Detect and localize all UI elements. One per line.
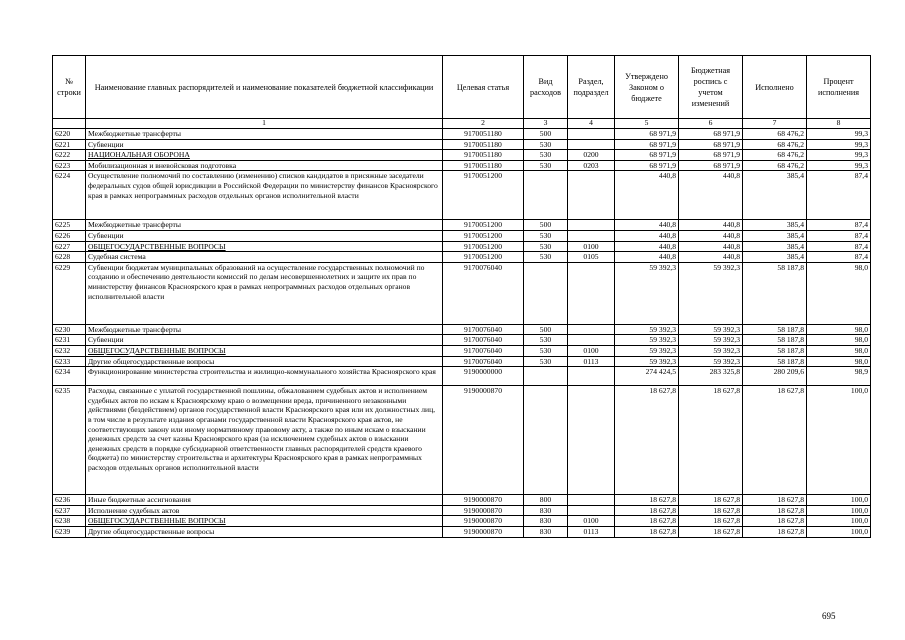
table-row <box>53 252 871 263</box>
row-approved-cell: 18 627,8 <box>615 386 679 495</box>
row-section-cell <box>568 386 615 495</box>
row-type-cell: 530 <box>524 252 568 263</box>
row-percent-cell: 99,3 <box>807 160 871 171</box>
row-number-cell: 6225 <box>53 220 86 231</box>
row-target-cell: 9170051200 <box>443 252 524 263</box>
row-number-cell: 6224 <box>53 171 86 220</box>
row-executed-cell: 385,4 <box>743 241 807 252</box>
row-name-cell: Другие общегосударственные вопросы <box>86 526 443 537</box>
row-approved-cell: 18 627,8 <box>615 526 679 537</box>
row-executed-cell: 18 627,8 <box>743 495 807 506</box>
row-painting-cell: 440,8 <box>679 241 743 252</box>
row-number-cell: 6221 <box>53 139 86 150</box>
table-row <box>53 526 871 537</box>
row-executed-cell: 385,4 <box>743 171 807 220</box>
row-approved-cell: 440,8 <box>615 230 679 241</box>
row-approved-cell: 68 971,9 <box>615 139 679 150</box>
row-type-cell: 530 <box>524 241 568 252</box>
row-approved-cell: 440,8 <box>615 252 679 263</box>
row-section-cell <box>568 324 615 335</box>
row-target-cell: 9170051180 <box>443 160 524 171</box>
row-target-cell: 9170076040 <box>443 356 524 367</box>
row-number-cell: 6232 <box>53 345 86 356</box>
table-row <box>53 386 871 495</box>
row-executed-cell: 68 476,2 <box>743 139 807 150</box>
row-painting-cell: 440,8 <box>679 171 743 220</box>
row-number-cell: 6222 <box>53 150 86 161</box>
row-section-cell <box>568 495 615 506</box>
row-name-cell: ОБЩЕГОСУДАРСТВЕННЫЕ ВОПРОСЫ <box>86 241 443 252</box>
header-name: Наименование главных распорядителей и наименование показателей бюджетной классификации <box>86 56 443 119</box>
table-row <box>53 335 871 346</box>
row-number-cell: 6226 <box>53 230 86 241</box>
table-row <box>53 324 871 335</box>
row-section-cell: 0200 <box>568 150 615 161</box>
row-number-cell: 6238 <box>53 516 86 527</box>
row-number-cell: 6235 <box>53 386 86 495</box>
row-type-cell: 530 <box>524 160 568 171</box>
row-section-cell: 0105 <box>568 252 615 263</box>
row-approved-cell: 440,8 <box>615 171 679 220</box>
row-painting-cell: 68 971,9 <box>679 150 743 161</box>
col-number: 7 <box>743 119 807 129</box>
row-painting-cell: 440,8 <box>679 230 743 241</box>
row-approved-cell: 274 424,5 <box>615 367 679 386</box>
row-approved-cell: 440,8 <box>615 241 679 252</box>
row-painting-cell: 68 971,9 <box>679 129 743 140</box>
row-name-cell: Исполнение судебных актов <box>86 505 443 516</box>
row-target-cell: 9190000870 <box>443 516 524 527</box>
row-target-cell: 9170076040 <box>443 345 524 356</box>
page-number: 695 <box>822 611 836 621</box>
row-type-cell: 530 <box>524 230 568 241</box>
row-section-cell <box>568 230 615 241</box>
table-row <box>53 367 871 386</box>
row-target-cell: 9170076040 <box>443 324 524 335</box>
row-target-cell: 9190000000 <box>443 367 524 386</box>
row-name-cell: Субвенции <box>86 230 443 241</box>
row-percent-cell: 99,3 <box>807 150 871 161</box>
row-painting-cell: 68 971,9 <box>679 139 743 150</box>
row-type-cell <box>524 171 568 220</box>
row-executed-cell: 58 187,8 <box>743 262 807 324</box>
row-percent-cell: 98,0 <box>807 324 871 335</box>
row-target-cell: 9170051200 <box>443 171 524 220</box>
row-section-cell: 0113 <box>568 356 615 367</box>
row-approved-cell: 18 627,8 <box>615 495 679 506</box>
row-percent-cell: 98,9 <box>807 367 871 386</box>
row-painting-cell: 440,8 <box>679 252 743 263</box>
row-name-cell: Межбюджетные трансферты <box>86 220 443 231</box>
row-section-cell: 0100 <box>568 241 615 252</box>
row-target-cell: 9190000870 <box>443 386 524 495</box>
row-section-cell <box>568 139 615 150</box>
row-section-cell <box>568 335 615 346</box>
row-target-cell: 9170076040 <box>443 262 524 324</box>
row-percent-cell: 98,0 <box>807 356 871 367</box>
row-percent-cell: 99,3 <box>807 129 871 140</box>
row-section-cell <box>568 262 615 324</box>
row-name-cell: Субвенции <box>86 139 443 150</box>
row-target-cell: 9170051180 <box>443 129 524 140</box>
row-approved-cell: 59 392,3 <box>615 356 679 367</box>
row-section-cell: 0100 <box>568 345 615 356</box>
row-type-cell: 830 <box>524 516 568 527</box>
row-painting-cell: 59 392,3 <box>679 356 743 367</box>
row-type-cell: 500 <box>524 324 568 335</box>
table-row <box>53 516 871 527</box>
table-row <box>53 139 871 150</box>
row-percent-cell: 100,0 <box>807 516 871 527</box>
row-percent-cell: 87,4 <box>807 220 871 231</box>
row-type-cell: 530 <box>524 345 568 356</box>
row-approved-cell: 68 971,9 <box>615 129 679 140</box>
col-number: 6 <box>679 119 743 129</box>
row-target-cell: 9190000870 <box>443 505 524 516</box>
row-painting-cell: 59 392,3 <box>679 324 743 335</box>
row-section-cell: 0113 <box>568 526 615 537</box>
row-target-cell: 9190000870 <box>443 526 524 537</box>
row-painting-cell: 68 971,9 <box>679 160 743 171</box>
header-painting: Бюджетная роспись с учетом изменений <box>679 56 743 119</box>
col-number: 1 <box>86 119 443 129</box>
row-executed-cell: 58 187,8 <box>743 324 807 335</box>
row-executed-cell: 280 209,6 <box>743 367 807 386</box>
header-percent: Процент исполнения <box>807 56 871 119</box>
row-type-cell: 830 <box>524 505 568 516</box>
row-approved-cell: 68 971,9 <box>615 160 679 171</box>
row-type-cell: 500 <box>524 129 568 140</box>
row-target-cell: 9170051180 <box>443 150 524 161</box>
row-executed-cell: 18 627,8 <box>743 516 807 527</box>
header-approved: Утверждено Законом о бюджете <box>615 56 679 119</box>
row-approved-cell: 59 392,3 <box>615 345 679 356</box>
row-percent-cell: 100,0 <box>807 386 871 495</box>
row-percent-cell: 87,4 <box>807 230 871 241</box>
row-percent-cell: 99,3 <box>807 139 871 150</box>
row-number-cell: 6220 <box>53 129 86 140</box>
row-name-cell: Субвенции <box>86 335 443 346</box>
row-number-cell: 6234 <box>53 367 86 386</box>
row-executed-cell: 18 627,8 <box>743 386 807 495</box>
row-name-cell: Осуществление полномочий по составлению (изменению) списков кандидатов в присяжные заседатели федеральных судов общей юрисдикции в Российской Федерации по министерству финансов Красноярского края в рамках непрограммных расходов отдельных органов исполнительной власти <box>86 171 443 220</box>
row-percent-cell: 100,0 <box>807 505 871 516</box>
row-executed-cell: 68 476,2 <box>743 160 807 171</box>
row-type-cell <box>524 386 568 495</box>
row-painting-cell: 440,8 <box>679 220 743 231</box>
row-type-cell <box>524 262 568 324</box>
row-percent-cell: 87,4 <box>807 252 871 263</box>
row-number-cell: 6228 <box>53 252 86 263</box>
row-section-cell: 0203 <box>568 160 615 171</box>
table-row <box>53 262 871 324</box>
row-number-cell: 6223 <box>53 160 86 171</box>
row-approved-cell: 59 392,3 <box>615 335 679 346</box>
row-painting-cell: 18 627,8 <box>679 495 743 506</box>
row-percent-cell: 100,0 <box>807 526 871 537</box>
row-executed-cell: 68 476,2 <box>743 129 807 140</box>
row-name-cell: Расходы, связанные с уплатой государственной пошлины, обжалованием судебных актов и исполнением судебных актов по искам к Красноярскому краю о возмещении вреда, причиненного незаконными действиями (бездействием) органов государственной власти Красноярского края или их должностных лиц, в том числе в результате издания органами государственной власти Красноярского края актов, не соответствующих закону или иному нормативному правовому акту, а также по иным искам о взыскании денежных средств за счет казны Красноярского края (за исключением судебных актов о взыскании денежных средств в порядке субсидиарной ответственности главных распорядителей средств краевого бюджета) по министерству строительства и архитектуры Красноярского края в рамках непрограммных расходов отдельных органов исполнительной власти <box>86 386 443 495</box>
row-painting-cell: 18 627,8 <box>679 526 743 537</box>
row-number-cell: 6237 <box>53 505 86 516</box>
row-type-cell: 530 <box>524 335 568 346</box>
row-type-cell <box>524 367 568 386</box>
row-executed-cell: 58 187,8 <box>743 356 807 367</box>
row-percent-cell: 98,0 <box>807 262 871 324</box>
row-painting-cell: 59 392,3 <box>679 262 743 324</box>
row-target-cell: 9170051200 <box>443 230 524 241</box>
row-name-cell: Функционирование министерства строительства и жилищно-коммунального хозяйства Красноярского края <box>86 367 443 386</box>
row-target-cell: 9170051200 <box>443 220 524 231</box>
row-section-cell <box>568 505 615 516</box>
table-row <box>53 505 871 516</box>
col-number: 3 <box>524 119 568 129</box>
row-type-cell: 530 <box>524 150 568 161</box>
row-approved-cell: 59 392,3 <box>615 324 679 335</box>
table-row <box>53 171 871 220</box>
row-name-cell: ОБЩЕГОСУДАРСТВЕННЫЕ ВОПРОСЫ <box>86 345 443 356</box>
row-percent-cell: 98,0 <box>807 335 871 346</box>
col-number: 2 <box>443 119 524 129</box>
table-row <box>53 160 871 171</box>
row-section-cell <box>568 171 615 220</box>
row-executed-cell: 58 187,8 <box>743 345 807 356</box>
row-approved-cell: 59 392,3 <box>615 262 679 324</box>
row-percent-cell: 87,4 <box>807 241 871 252</box>
row-type-cell: 830 <box>524 526 568 537</box>
row-section-cell <box>568 220 615 231</box>
row-executed-cell: 68 476,2 <box>743 150 807 161</box>
row-name-cell: Другие общегосударственные вопросы <box>86 356 443 367</box>
row-number-cell: 6239 <box>53 526 86 537</box>
row-approved-cell: 18 627,8 <box>615 505 679 516</box>
row-executed-cell: 385,4 <box>743 220 807 231</box>
row-section-cell <box>568 129 615 140</box>
table-row <box>53 129 871 140</box>
row-type-cell: 530 <box>524 139 568 150</box>
row-painting-cell: 59 392,3 <box>679 335 743 346</box>
row-approved-cell: 440,8 <box>615 220 679 231</box>
table-row <box>53 356 871 367</box>
row-target-cell: 9170051180 <box>443 139 524 150</box>
row-name-cell: Межбюджетные трансферты <box>86 324 443 335</box>
row-type-cell: 530 <box>524 356 568 367</box>
row-name-cell: Мобилизационная и вневойсковая подготовка <box>86 160 443 171</box>
row-percent-cell: 87,4 <box>807 171 871 220</box>
row-number-cell: 6229 <box>53 262 86 324</box>
row-name-cell: Субвенции бюджетам муниципальных образований на осуществление государственных полномочий по созданию и обеспечению деятельности комиссий по делам несовершеннолетних и защите их прав по министерству финансов Красноярского края в рамках непрограммных расходов отдельных органов исполнительной власти <box>86 262 443 324</box>
table-row <box>53 241 871 252</box>
row-executed-cell: 385,4 <box>743 252 807 263</box>
row-target-cell: 9170076040 <box>443 335 524 346</box>
table-row <box>53 150 871 161</box>
row-executed-cell: 18 627,8 <box>743 526 807 537</box>
row-target-cell: 9170051200 <box>443 241 524 252</box>
row-executed-cell: 58 187,8 <box>743 335 807 346</box>
col-number: 8 <box>807 119 871 129</box>
row-painting-cell: 59 392,3 <box>679 345 743 356</box>
row-name-cell: НАЦИОНАЛЬНАЯ ОБОРОНА <box>86 150 443 161</box>
table-row <box>53 495 871 506</box>
row-section-cell <box>568 367 615 386</box>
row-name-cell: Судебная система <box>86 252 443 263</box>
col-number: 5 <box>615 119 679 129</box>
row-number-cell: 6230 <box>53 324 86 335</box>
row-type-cell: 800 <box>524 495 568 506</box>
row-number-cell: 6231 <box>53 335 86 346</box>
col-number: 4 <box>568 119 615 129</box>
header-row-num: № строки <box>53 56 86 119</box>
row-section-cell: 0100 <box>568 516 615 527</box>
row-painting-cell: 283 325,8 <box>679 367 743 386</box>
table-row <box>53 345 871 356</box>
row-approved-cell: 68 971,9 <box>615 150 679 161</box>
column-number-row <box>53 119 871 129</box>
row-executed-cell: 18 627,8 <box>743 505 807 516</box>
header-row <box>53 56 871 119</box>
header-section: Раздел, подраздел <box>568 56 615 119</box>
row-number-cell: 6233 <box>53 356 86 367</box>
row-painting-cell: 18 627,8 <box>679 505 743 516</box>
row-painting-cell: 18 627,8 <box>679 386 743 495</box>
header-target: Целевая статья <box>443 56 524 119</box>
header-executed: Исполнено <box>743 56 807 119</box>
row-target-cell: 9190000870 <box>443 495 524 506</box>
row-name-cell: Иные бюджетные ассигнования <box>86 495 443 506</box>
table-row <box>53 220 871 231</box>
row-approved-cell: 18 627,8 <box>615 516 679 527</box>
budget-table <box>52 55 871 538</box>
row-type-cell: 500 <box>524 220 568 231</box>
row-name-cell: ОБЩЕГОСУДАРСТВЕННЫЕ ВОПРОСЫ <box>86 516 443 527</box>
row-executed-cell: 385,4 <box>743 230 807 241</box>
table-row <box>53 230 871 241</box>
row-percent-cell: 98,0 <box>807 345 871 356</box>
row-name-cell: Межбюджетные трансферты <box>86 129 443 140</box>
header-exp-type: Вид расходов <box>524 56 568 119</box>
row-percent-cell: 100,0 <box>807 495 871 506</box>
row-number-cell: 6236 <box>53 495 86 506</box>
row-number-cell: 6227 <box>53 241 86 252</box>
col-number <box>53 119 86 129</box>
row-painting-cell: 18 627,8 <box>679 516 743 527</box>
